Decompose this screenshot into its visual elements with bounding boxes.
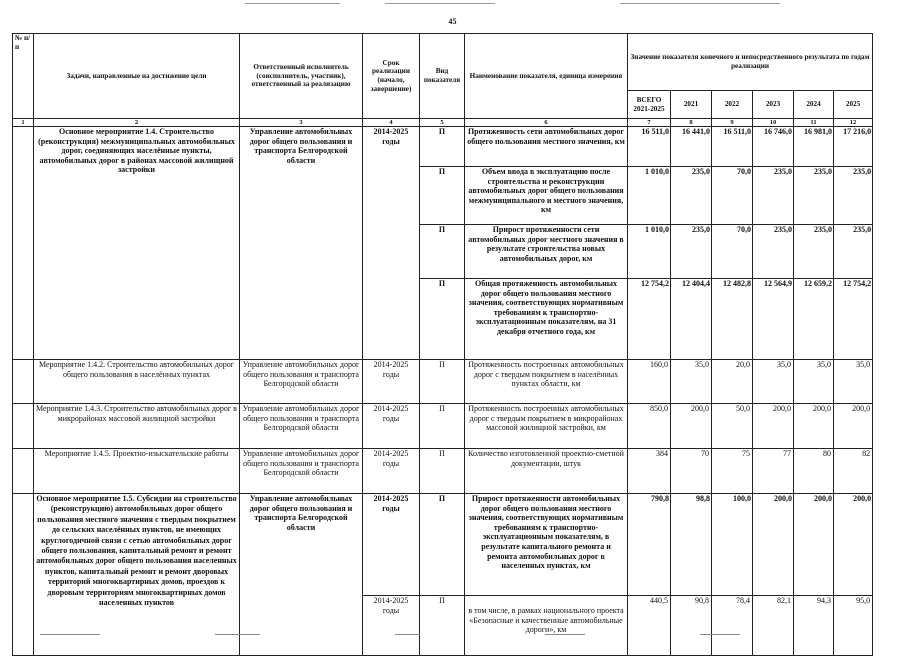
header-year-2025: 2025 (834, 91, 873, 119)
header-indicator: Наименование показателя, единица измерения (465, 34, 628, 119)
value-cell: 35,0 (671, 360, 712, 404)
value-cell: 16 511,0 (712, 127, 753, 167)
executor-cell: Управление автомобильных дорог общего пользования и транспорта Белгородской области (240, 449, 363, 494)
top-rule-right (620, 3, 780, 4)
indicator-cell: Количество изготовленной проектно-сметной документации, штук (465, 449, 628, 494)
term-cell: 2014-2025 годы (363, 127, 420, 360)
value-cell: 200,0 (753, 494, 794, 596)
indicator-cell: Объем ввода в эксплуатацию после строительства и реконструкции автомобильных дорог общего пользования межмуниципального и местного значения, км (465, 167, 628, 225)
type-cell: П (420, 360, 465, 404)
header-executor: Ответственный исполнитель (соисполнитель, участник), ответственный за реализацию (240, 34, 363, 119)
header-year-2022: 2022 (712, 91, 753, 119)
colnum: 1 (13, 119, 34, 127)
colnum: 5 (420, 119, 465, 127)
value-cell: 1 010,0 (628, 225, 671, 279)
term-cell: 2014-2025 годы (363, 596, 420, 656)
executor-cell: Управление автомобильных дорог общего пользования и транспорта Белгородской области (240, 404, 363, 449)
value-cell: 80 (794, 449, 834, 494)
top-rule-left (245, 3, 340, 4)
colnum: 11 (794, 119, 834, 127)
value-cell: 16 511,0 (628, 127, 671, 167)
table-row (13, 449, 873, 494)
value-cell: 82 (834, 449, 873, 494)
value-cell: 12 482,8 (712, 279, 753, 360)
value-cell: 235,0 (794, 225, 834, 279)
value-cell: 75 (712, 449, 753, 494)
term-cell: 2014-2025 годы (363, 360, 420, 404)
table-row (13, 494, 873, 596)
value-cell: 16 441,0 (671, 127, 712, 167)
value-cell: 82,1 (753, 596, 794, 656)
value-cell: 94,3 (794, 596, 834, 656)
value-cell: 70,0 (712, 225, 753, 279)
table-row (13, 404, 873, 449)
value-cell: 77 (753, 449, 794, 494)
value-cell: 35,0 (794, 360, 834, 404)
header-year-2023: 2023 (753, 91, 794, 119)
task-cell: Основное мероприятие 1.5. Субсидии на строительство (реконструкцию) автомобильных дорог общего пользования местного значения с твердым покрытием до сельских населённых пунктов, не имеющих круглогодичной связи с сетью автомобильных дорог общего пользования, капитальный ремонт и ремонт автомобильных дорог общего пользования населенных пунктов, капитальный ремонт и ремонт дворовых территорий многоквартирных домов, проездов к дворовым территориям многоквартирных домов населенных пунктов (34, 494, 240, 656)
row-num (13, 127, 34, 360)
value-cell: 200,0 (794, 494, 834, 596)
header-year-2024: 2024 (794, 91, 834, 119)
value-cell: 35,0 (753, 360, 794, 404)
executor-cell: Управление автомобильных дорог общего пользования и транспорта Белгородской области (240, 494, 363, 656)
indicator-cell: в том числе, в рамках национального проекта «Безопасные и качественные автомобильные дороги», км (465, 596, 628, 656)
value-cell: 70,0 (712, 167, 753, 225)
type-cell: П (420, 279, 465, 360)
header-total: ВСЕГО 2021-2025 (628, 91, 671, 119)
value-cell: 235,0 (753, 225, 794, 279)
term-cell: 2014-2025 годы (363, 404, 420, 449)
type-cell: П (420, 127, 465, 167)
table-row (13, 127, 873, 167)
bottom-rule-2 (215, 634, 260, 635)
executor-cell: Управление автомобильных дорог общего пользования и транспорта Белгородской области (240, 360, 363, 404)
column-number-row (13, 119, 873, 127)
value-cell: 235,0 (834, 167, 873, 225)
task-cell: Мероприятие 1.4.3. Строительство автомобильных дорог в микрорайонах массовой жилищной застройки (34, 404, 240, 449)
indicator-cell: Протяженность построенных автомобильных дорог с твердым покрытием в населённых пунктах области, км (465, 360, 628, 404)
row-num (13, 494, 34, 656)
value-cell: 200,0 (794, 404, 834, 449)
header-year-2021: 2021 (671, 91, 712, 119)
table-row (13, 360, 873, 404)
indicator-cell: Протяженность сети автомобильных дорог общего пользования местного значения, км (465, 127, 628, 167)
value-cell: 12 564,9 (753, 279, 794, 360)
value-cell: 790,8 (628, 494, 671, 596)
value-cell: 16 746,0 (753, 127, 794, 167)
value-cell: 17 216,0 (834, 127, 873, 167)
value-cell: 20,0 (712, 360, 753, 404)
indicator-cell: Общая протяженность автомобильных дорог общего пользования местного значения, соответствующих нормативным требованиям к транспортно-эксплуатационным показателям, на 31 декабря отчетного года, км (465, 279, 628, 360)
term-cell: 2014-2025 годы (363, 449, 420, 494)
colnum: 2 (34, 119, 240, 127)
value-cell: 850,0 (628, 404, 671, 449)
indicator-cell: Прирост протяженности автомобильных дорог общего пользования местного значения, соответствующих нормативным требованиям к транспортно-эксплуатационным показателям, в результате капитального ремонта и ремонта автомобильных дорог в населенных пунктах, км (465, 494, 628, 596)
value-cell: 235,0 (834, 225, 873, 279)
indicator-cell: Протяженность построенных автомобильных дорог с твердым покрытием в микрорайонах массовой жилищной застройки, км (465, 404, 628, 449)
term-cell: 2014-2025 годы (363, 494, 420, 596)
header-term: Срок реализации (начало, завершение) (363, 34, 420, 119)
value-cell: 440,5 (628, 596, 671, 656)
value-cell: 200,0 (753, 404, 794, 449)
value-cell: 235,0 (671, 167, 712, 225)
type-cell: П (420, 494, 465, 596)
value-cell: 35,0 (834, 360, 873, 404)
bottom-rule-4 (545, 634, 585, 635)
value-cell: 50,0 (712, 404, 753, 449)
type-cell: П (420, 596, 465, 656)
type-cell: П (420, 449, 465, 494)
bottom-rule-5 (700, 634, 740, 635)
value-cell: 160,0 (628, 360, 671, 404)
colnum: 7 (628, 119, 671, 127)
value-cell: 90,8 (671, 596, 712, 656)
type-cell: П (420, 404, 465, 449)
colnum: 12 (834, 119, 873, 127)
colnum: 9 (712, 119, 753, 127)
value-cell: 200,0 (671, 404, 712, 449)
colnum: 10 (753, 119, 794, 127)
task-cell: Основное мероприятие 1.4. Строительство (реконструкция) межмуниципальных автомобильных дорог, соединяющих населённые пункты, автомобильных дорог в районах массовой жилищной застройки (34, 127, 240, 360)
value-cell: 95,0 (834, 596, 873, 656)
value-cell: 1 010,0 (628, 167, 671, 225)
executor-cell: Управление автомобильных дорог общего пользования и транспорта Белгородской области (240, 127, 363, 360)
top-rule-mid (385, 3, 495, 4)
indicator-cell: Прирост протяженности сети автомобильных дорог местного значения в результате строительства новых автомобильных дорог, км (465, 225, 628, 279)
page-number: 45 (448, 17, 457, 26)
colnum: 8 (671, 119, 712, 127)
colnum: 4 (363, 119, 420, 127)
header-num: № п/п (13, 34, 34, 119)
value-cell: 12 659,2 (794, 279, 834, 360)
value-cell: 200,0 (834, 404, 873, 449)
type-cell: П (420, 167, 465, 225)
value-cell: 70 (671, 449, 712, 494)
value-cell: 78,4 (712, 596, 753, 656)
value-cell: 100,0 (712, 494, 753, 596)
header-tasks: Задачи, направленные на достижение цели (34, 34, 240, 119)
value-cell: 384 (628, 449, 671, 494)
row-num (13, 360, 34, 404)
type-cell: П (420, 225, 465, 279)
header-type: Вид показателя (420, 34, 465, 119)
bottom-rule-1 (40, 634, 100, 635)
row-num (13, 404, 34, 449)
value-cell: 200,0 (834, 494, 873, 596)
value-cell: 98,8 (671, 494, 712, 596)
colnum: 6 (465, 119, 628, 127)
value-cell: 235,0 (753, 167, 794, 225)
header-values-group: Значение показателя конечного и непосредственного результата по годам реализации (628, 34, 873, 91)
bottom-rule-3 (395, 634, 420, 635)
task-cell: Мероприятие 1.4.2. Строительство автомобильных дорог общего пользования в населённых пунктах (34, 360, 240, 404)
value-cell: 16 981,0 (794, 127, 834, 167)
value-cell: 12 754,2 (628, 279, 671, 360)
value-cell: 235,0 (671, 225, 712, 279)
task-cell: Мероприятие 1.4.5. Проектно-изыскательские работы (34, 449, 240, 494)
colnum: 3 (240, 119, 363, 127)
program-table (12, 33, 873, 656)
value-cell: 12 404,4 (671, 279, 712, 360)
value-cell: 12 754,2 (834, 279, 873, 360)
row-num (13, 449, 34, 494)
header-row (13, 34, 873, 91)
value-cell: 235,0 (794, 167, 834, 225)
